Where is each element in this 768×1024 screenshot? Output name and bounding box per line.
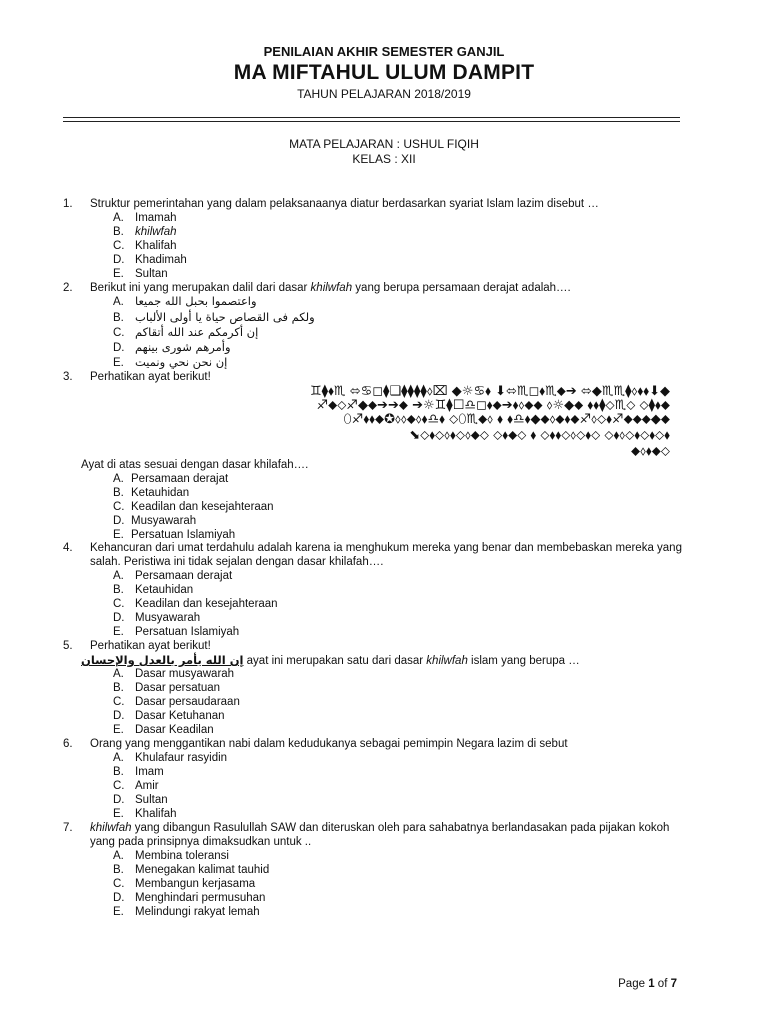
academic-year: TAHUN PELAJARAN 2018/2019: [297, 87, 471, 101]
option-text: Dasar persaudaraan: [135, 696, 240, 708]
option-letter: A.: [113, 850, 124, 862]
page-label: Page: [618, 978, 649, 990]
option-text: Membangun kerjasama: [135, 878, 256, 890]
option-arabic-text: واعتصموا بحبل الله جميعا: [135, 294, 257, 308]
option-letter: B.: [113, 487, 124, 499]
option-letter: C.: [113, 240, 125, 252]
question-term: khilwfah: [426, 655, 468, 667]
option-letter: D.: [113, 892, 125, 904]
option-letter: E.: [113, 808, 124, 820]
option-text: Persamaan derajat: [131, 473, 229, 485]
question-text: [90, 821, 680, 835]
option-letter: A.: [113, 752, 124, 764]
question-text: Perhatikan ayat berikut!: [90, 371, 211, 383]
option-letter: B.: [113, 584, 124, 596]
option-letter: E.: [113, 724, 124, 736]
subject-line: MATA PELAJARAN : USHUL FIQIH: [289, 137, 479, 151]
option-text: Persamaan derajat: [135, 570, 233, 582]
option-letter: B.: [113, 766, 124, 778]
option-letter: D.: [113, 342, 125, 354]
option-text: Ketauhidan: [135, 584, 194, 596]
option-text: Imam: [135, 766, 164, 778]
question-text: salah. Peristiwa ini tidak sejalan dengan dasar khilafah….: [90, 556, 384, 568]
option-letter: A.: [113, 473, 124, 485]
option-text: Amir: [135, 780, 159, 792]
option-arabic-text: إن نحن نحي ونميت: [135, 355, 228, 369]
page-footer: [618, 978, 677, 990]
question-term: khilwfah: [90, 822, 132, 834]
option-text: Ketauhidan: [131, 487, 190, 499]
header-rule-top: [63, 117, 680, 118]
option-text: Menghindari permusuhan: [135, 892, 266, 904]
option-letter: C.: [113, 780, 125, 792]
option-text: Dasar Keadilan: [135, 724, 214, 736]
question-number: 3.: [63, 371, 73, 383]
option-text: Persatuan Islamiyah: [131, 529, 236, 541]
option-letter: C.: [113, 696, 125, 708]
question-text-part: yang dibangun Rasulullah SAW dan diteruskan oleh para sahabatnya berlandasakan pada pijakan kokoh: [131, 822, 670, 834]
option-letter: C.: [113, 501, 125, 513]
question-text-part: ayat ini merupakan satu dari dasar: [243, 655, 427, 667]
question-number: 5.: [63, 640, 73, 652]
option-letter: E.: [113, 906, 124, 918]
ayat-symbol-line: ⬯♐︎⬧⬧⬥✪⬨⬨⬥⬨⬧♎︎⬧ ⬦⬯♏︎⬥⬨ ⬧ ⬧♎︎⬧◆⬥⬨⬥⬧⬥♐︎⬨⬦⬧♐︎⬥⬥⬥◆⬥: [343, 412, 670, 427]
question-number: 1.: [63, 198, 73, 210]
option-text: Sultan: [135, 794, 168, 806]
option-text: Menegakan kalimat tauhid: [135, 864, 270, 876]
option-text: Sultan: [135, 268, 168, 280]
option-letter: E.: [113, 626, 124, 638]
option-letter: D.: [113, 612, 125, 624]
option-letter: C.: [113, 598, 125, 610]
question-text-part: Berikut ini yang merupakan dalil dari dasar: [90, 282, 311, 294]
option-letter: B.: [113, 312, 124, 324]
option-letter: A.: [113, 668, 124, 680]
option-letter: D.: [113, 254, 125, 266]
ayat-symbol-line: ♐︎⬥︎⬦♐︎◆⬥︎➔➔⬥ ➔☼♊︎⧫︎☐♎︎◻︎⬧⬥︎➔⬧⬨⬥⬥ ⬨☼◆⬥ ⬧⬧⧫︎⬦♏︎⬦ ⬦⧫︎⬧⬥: [316, 398, 670, 413]
assessment-title: PENILAIAN AKHIR SEMESTER GANJIL: [263, 44, 505, 59]
question-text: yang pada prinsipnya dimaksudkan untuk ..: [90, 836, 312, 848]
ayat-arabic: إن الله يأمر بالعدل والإحسان: [81, 653, 244, 667]
question-text-part: yang berupa persamaan derajat adalah….: [352, 282, 571, 294]
option-text: Keadilan dan kesejahteraan: [131, 501, 274, 513]
option-arabic-text: ولكم فى القصاص حياة يا أولى الألباب: [135, 310, 315, 324]
option-letter: C.: [113, 878, 125, 890]
option-letter: E.: [113, 357, 124, 369]
question-term: khilwfah: [310, 282, 353, 294]
option-text: khilwfah: [135, 226, 177, 238]
question-number: 6.: [63, 738, 73, 750]
question-followup-text: Ayat di atas sesuai dengan dasar khilafah….: [81, 459, 309, 471]
ayat-symbol-line: ⬊⬦⬧⬦⬨⬧⬦⬨⬥⬦ ⬦⬧⬥⬦ ⬧ ⬦⬧⬧⬦⬨⬦⬧⬦ ⬦⬧⬨⬦⬧⬦⬧⬦⬧: [409, 428, 670, 443]
option-letter: A.: [113, 296, 124, 308]
question-number: 4.: [63, 542, 73, 554]
option-text: Khalifah: [135, 240, 177, 252]
option-text: Dasar musyawarah: [135, 668, 235, 680]
option-letter: B.: [113, 682, 124, 694]
page-of-label: of: [654, 978, 671, 990]
option-text: Dasar persatuan: [135, 682, 221, 694]
question-text: [81, 653, 580, 668]
ayat-symbol-line: ♊︎⧫⬧♏︎ ⬄♋︎◻︎⧫︎❑⧫︎⧫︎⧫︎⧫︎⬨⌧ ◆☼♋︎⬧ ⬇︎⬄♏︎◻︎⬧♏︎⬥︎➔ ⬄◆♏︎♏︎⧫︎⬨⬧⬧⬇︎◆: [310, 384, 670, 399]
page-number: 1: [648, 978, 655, 990]
option-text: Dasar Ketuhanan: [135, 710, 225, 722]
option-text: Imamah: [135, 212, 177, 224]
question-text-part: islam yang berupa …: [467, 655, 580, 667]
option-letter: D.: [113, 710, 125, 722]
option-letter: D.: [113, 794, 125, 806]
option-text: Keadilan dan kesejahteraan: [135, 598, 278, 610]
question-number: 2.: [63, 282, 73, 294]
question-text: Struktur pemerintahan yang dalam pelaksanaanya diatur berdasarkan syariat Islam lazim disebut …: [90, 198, 599, 210]
page-total: 7: [670, 978, 677, 990]
option-letter: B.: [113, 864, 124, 876]
question-text: Orang yang menggantikan nabi dalam kedudukanya sebagai pemimpin Negara lazim di sebut: [90, 738, 568, 750]
ayat-symbol-line: ⬥⬨⬧⬥⬦: [630, 444, 670, 459]
school-name: MA MIFTAHUL ULUM DAMPIT: [233, 61, 535, 84]
option-letter: D.: [113, 515, 125, 527]
question-number: 7.: [63, 822, 73, 834]
question-text: Kehancuran dari umat terdahulu adalah karena ia menghukum mereka yang benar dan membebaskan mereka yang: [90, 542, 682, 554]
option-letter: C.: [113, 327, 125, 339]
option-text: Melindungi rakyat lemah: [135, 906, 260, 918]
option-letter: B.: [113, 226, 124, 238]
option-letter: A.: [113, 570, 124, 582]
option-text: Khalifah: [135, 808, 177, 820]
question-text: [90, 281, 680, 295]
class-line: KELAS : XII: [352, 152, 416, 166]
option-text: Musyawarah: [131, 515, 197, 527]
option-text: Persatuan Islamiyah: [135, 626, 240, 638]
header-rule-bottom: [63, 121, 680, 122]
question-text: Perhatikan ayat berikut!: [90, 640, 211, 652]
option-text: Khadimah: [135, 254, 187, 266]
option-text: Khulafaur rasyidin: [135, 752, 228, 764]
option-letter: E.: [113, 268, 124, 280]
option-text: Musyawarah: [135, 612, 201, 624]
option-text: Membina toleransi: [135, 850, 229, 862]
option-letter: A.: [113, 212, 124, 224]
option-arabic-text: إن أكرمكم عند الله أتقاكم: [135, 325, 259, 339]
option-arabic-text: وأمرهم شورى بينهم: [135, 340, 231, 354]
option-letter: E.: [113, 529, 124, 541]
